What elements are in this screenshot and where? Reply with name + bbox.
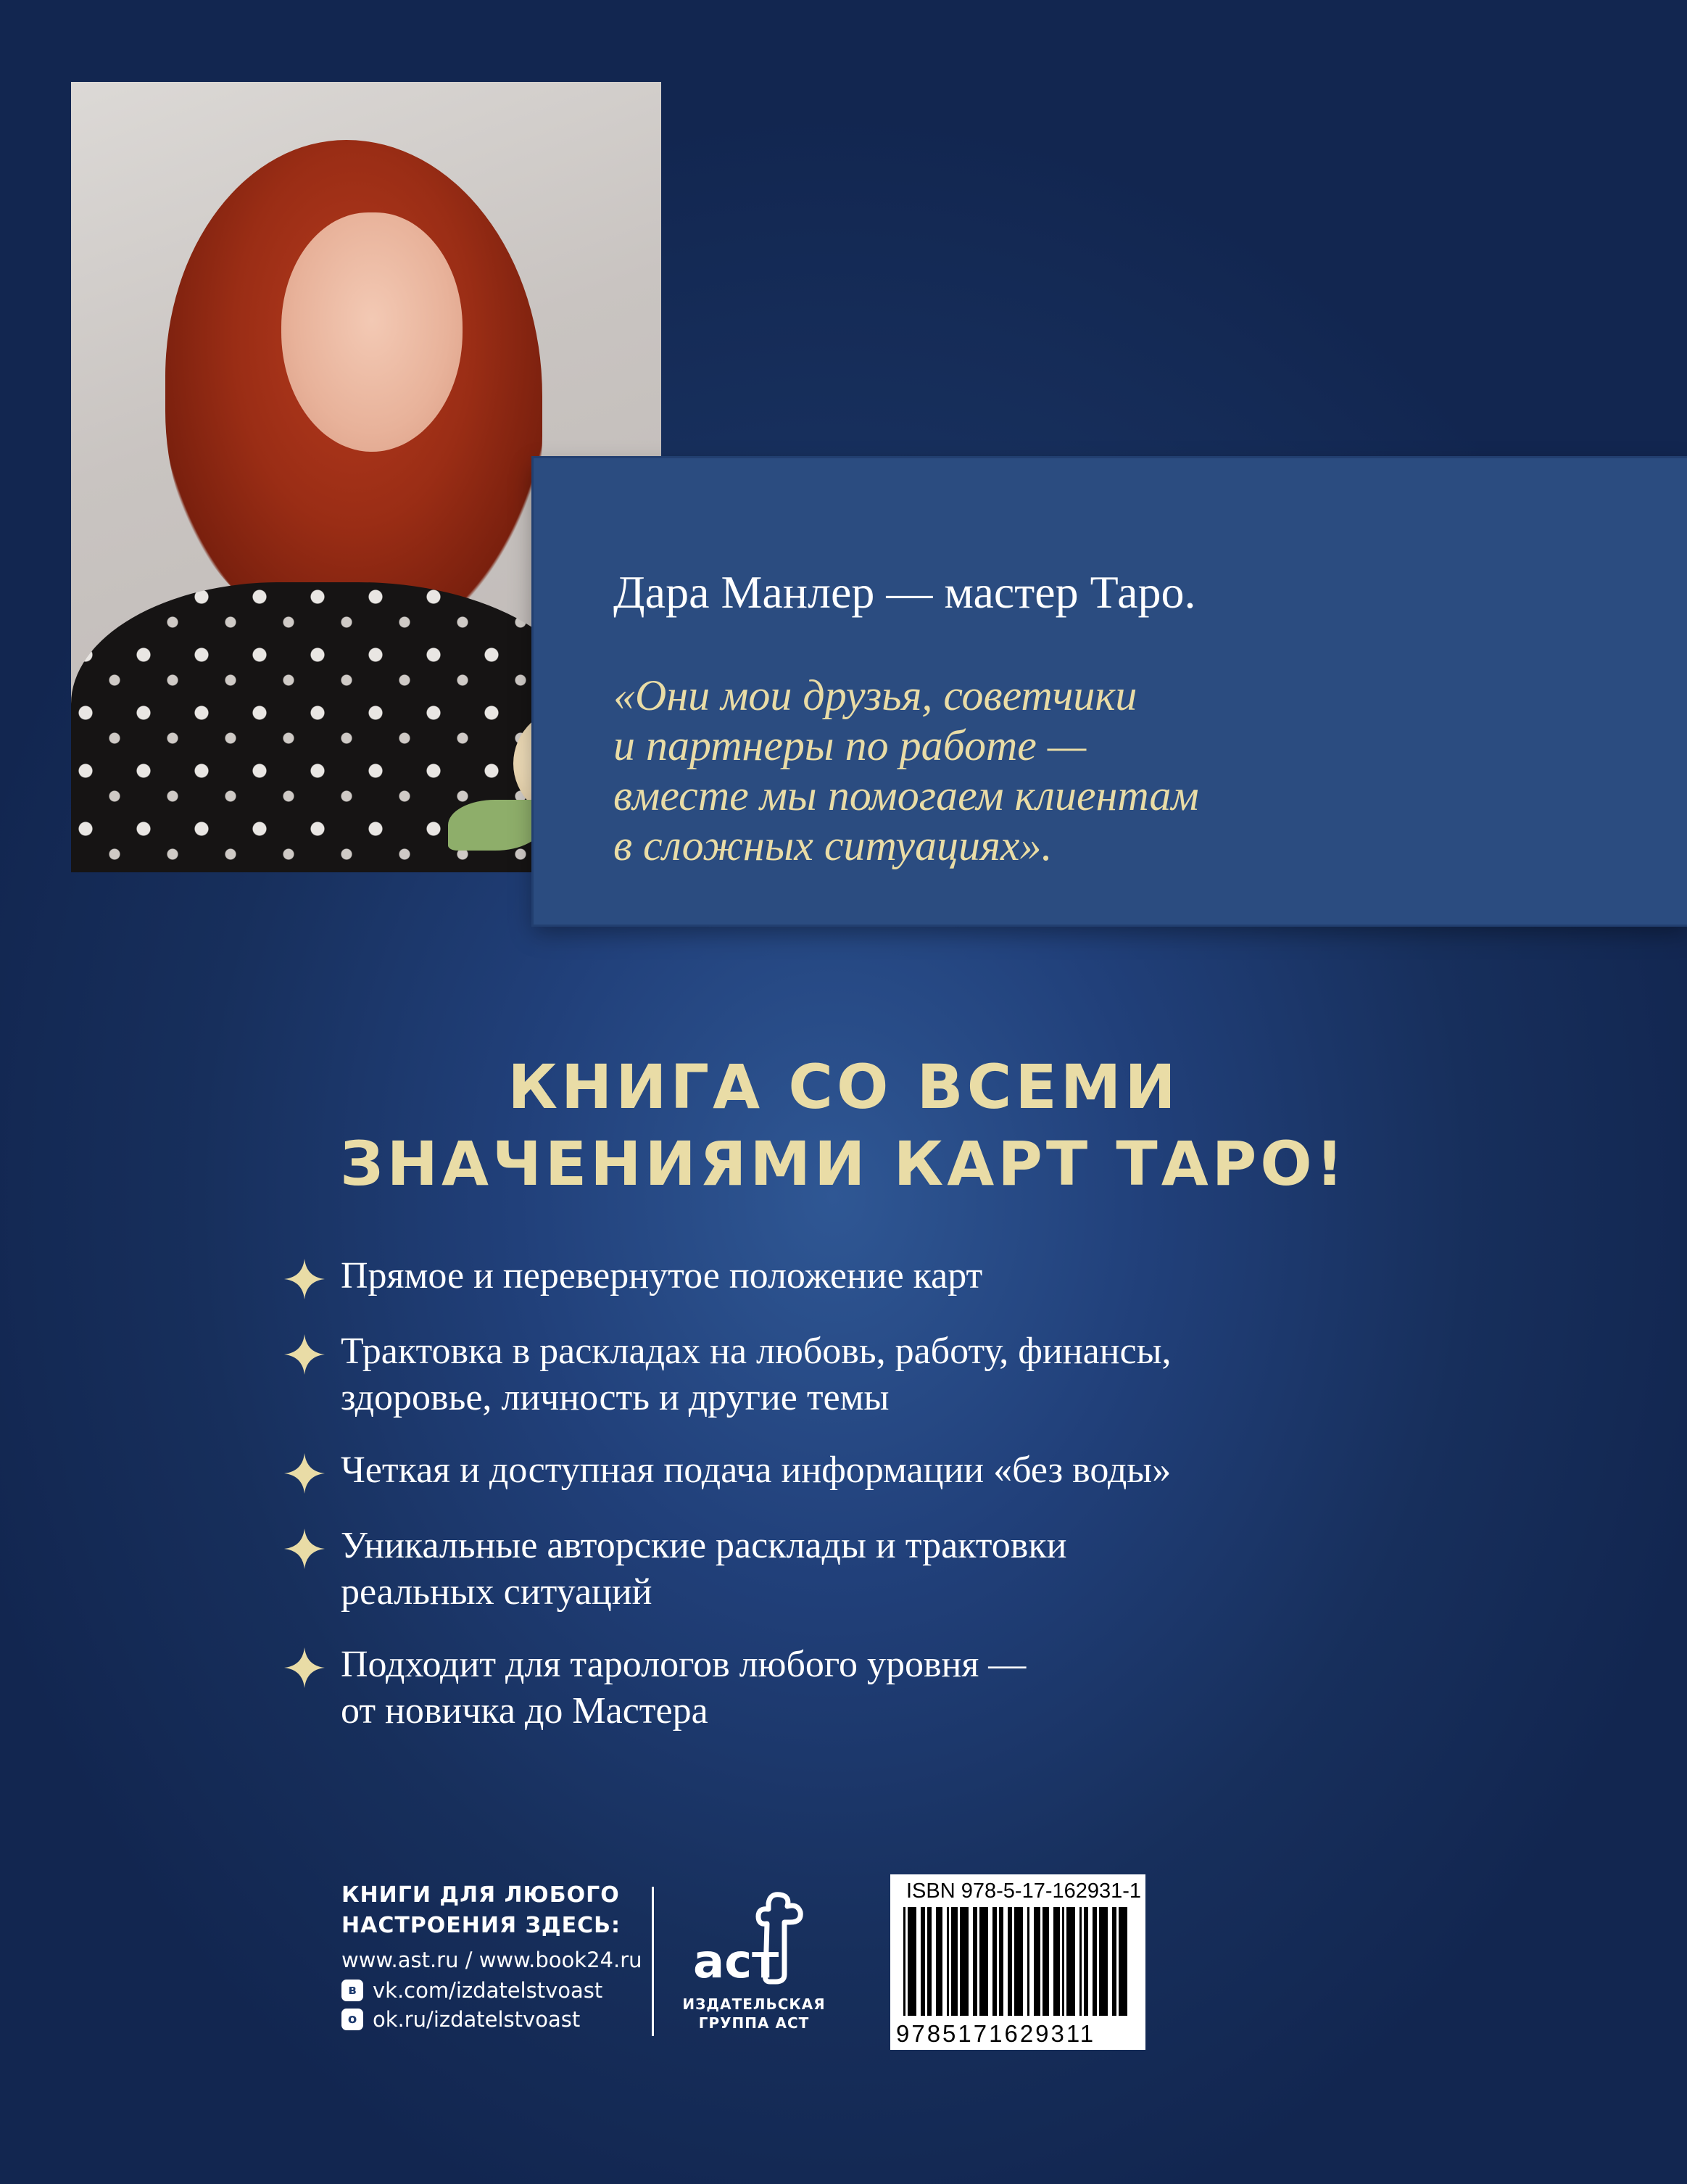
photo-leaf <box>448 800 542 851</box>
barcode-bar <box>947 1907 949 2016</box>
ok-link[interactable]: ok.ru/izdatelstvoast <box>373 2007 581 2032</box>
barcode-bar <box>903 1907 905 2016</box>
feature-line: Уникальные авторские расклады и трактовки <box>341 1525 1067 1566</box>
barcode-bar <box>936 1907 942 2016</box>
sparkle-star-icon <box>284 1259 325 1299</box>
barcode-digits: 9785171629311 <box>896 2020 1096 2047</box>
websites-link[interactable]: www.ast.ru / www.book24.ru <box>341 1948 642 1972</box>
photo-face <box>281 212 463 452</box>
barcode-bar <box>1119 1907 1127 2016</box>
ast-logo <box>689 1889 819 1990</box>
barcode-bar <box>1014 1907 1023 2016</box>
quote-line: в сложных ситуациях». <box>613 822 1053 869</box>
barcode-bar <box>960 1907 969 2016</box>
headline-line: ЗНАЧЕНИЯМИ КАРТ ТАРО! <box>339 1128 1348 1199</box>
feature-line: здоровье, личность и другие темы <box>341 1377 890 1418</box>
barcode-bar <box>973 1907 977 2016</box>
barcode-bar <box>1008 1907 1012 2016</box>
barcode-bar <box>1053 1907 1060 2016</box>
vk-link[interactable]: vk.com/izdatelstvoast <box>373 1978 603 2003</box>
barcode-bar <box>908 1907 916 2016</box>
barcode-bars <box>900 1907 1137 2020</box>
barcode-bar <box>979 1907 988 2016</box>
sparkle-star-icon <box>284 1529 325 1569</box>
headline-line: КНИГА СО ВСЕМИ <box>507 1051 1180 1122</box>
info-heading: КНИГИ ДЛЯ ЛЮБОГО <box>341 1882 620 1908</box>
ast-logo-text: аст <box>693 1935 779 1989</box>
barcode-bar <box>1034 1907 1040 2016</box>
quote-line: и партнеры по работе — <box>613 721 1087 769</box>
barcode-bar <box>921 1907 925 2016</box>
feature-line: Прямое и перевернутое положение карт <box>341 1255 983 1296</box>
publisher-label: ГРУППА АСТ <box>698 2014 810 2032</box>
feature-line: Трактовка в раскладах на любовь, работу, финансы, <box>341 1331 1172 1372</box>
barcode-bar <box>1043 1907 1049 2016</box>
barcode-bar <box>1062 1907 1064 2016</box>
divider <box>652 1887 654 2036</box>
barcode-bar <box>951 1907 958 2016</box>
sparkle-star-icon <box>284 1453 325 1494</box>
publisher-label: ИЗДАТЕЛЬСКАЯ <box>682 1995 826 2013</box>
sparkle-star-icon <box>284 1334 325 1375</box>
barcode-bar <box>1084 1907 1088 2016</box>
isbn-text: ISBN 978-5-17-162931-1 <box>906 1879 1142 1903</box>
barcode-bar <box>1093 1907 1097 2016</box>
quote-line: вместе мы помогаем клиентам <box>613 772 1199 819</box>
barcode-bar <box>999 1907 1003 2016</box>
feature-line: от новичка до Мастера <box>341 1690 708 1732</box>
barcode-bar <box>1112 1907 1116 2016</box>
barcode-bar <box>1099 1907 1108 2016</box>
ok-icon: о <box>341 2009 363 2030</box>
vk-icon: в <box>341 1980 363 2001</box>
sparkle-star-icon <box>284 1647 325 1688</box>
feature-line: Подходит для тарологов любого уровня — <box>341 1644 1027 1685</box>
quote-line: «Они мои друзья, советчики <box>613 671 1137 719</box>
barcode-bar <box>1066 1907 1075 2016</box>
info-heading: НАСТРОЕНИЯ ЗДЕСЬ: <box>341 1913 621 1938</box>
feature-line: Четкая и доступная подача информации «без воды» <box>341 1449 1172 1491</box>
barcode-bar <box>992 1907 997 2016</box>
barcode-bar <box>1027 1907 1029 2016</box>
feature-line: реальных ситуаций <box>341 1571 652 1613</box>
author-line: Дара Манлер — мастер Таро. <box>613 566 1196 618</box>
barcode-bar <box>1079 1907 1082 2016</box>
barcode-bar <box>927 1907 932 2016</box>
